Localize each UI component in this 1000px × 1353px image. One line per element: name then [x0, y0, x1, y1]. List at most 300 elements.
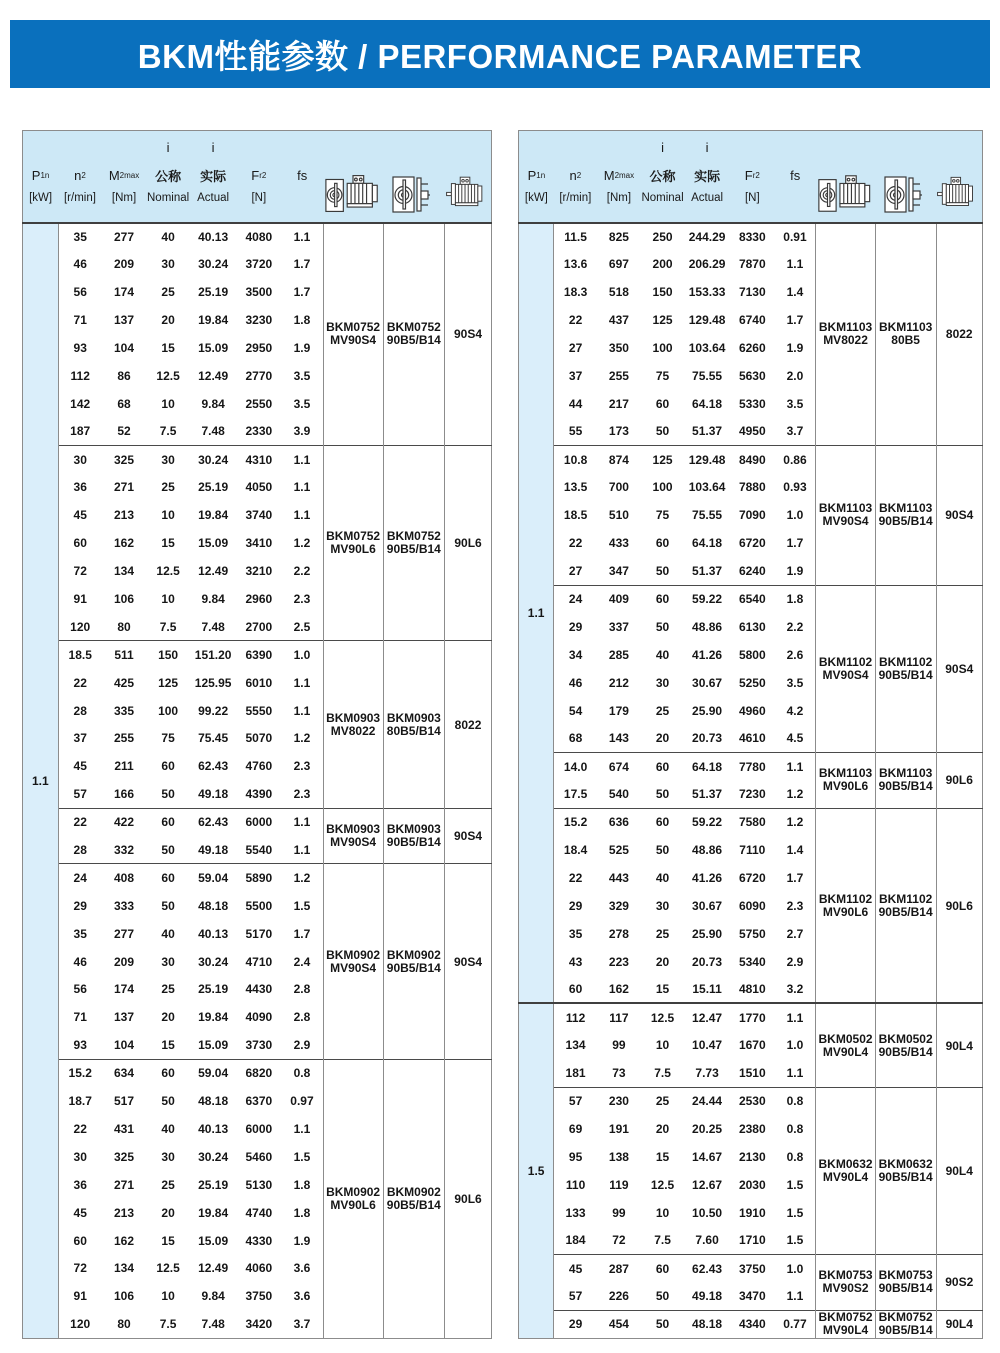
m2max-value: 874: [597, 446, 641, 474]
motor-frame: 90L6: [936, 808, 982, 1003]
i-actual-value: 20.73: [692, 954, 723, 969]
fs-value: 2.5: [293, 619, 311, 634]
i-nominal-value: 7.5: [159, 424, 177, 439]
n2-value: 43: [568, 954, 583, 969]
fs-value: 1.1: [293, 703, 311, 718]
m2max-value: 285: [608, 647, 629, 662]
i-nominal-value: 200: [652, 257, 673, 272]
gearmotor-model: BKM1103 MV8022: [816, 223, 875, 446]
fr2-value: 7780: [730, 752, 775, 780]
fs-value: 1.8: [775, 585, 816, 613]
power-value: 1.1: [23, 223, 59, 1339]
i-nominal-value: 150: [146, 641, 190, 669]
n2-value: 57: [568, 1289, 583, 1304]
i-nominal-value: 15: [161, 341, 175, 355]
i-actual-value: 129.48: [688, 313, 726, 328]
gearbox-flange-model: BKM1102 90B5/B14: [875, 808, 936, 1003]
fs-value: 3.5: [786, 396, 804, 411]
i-actual-value: 153.33: [688, 285, 726, 300]
n2-value: 29: [554, 1310, 597, 1338]
fs-value: 2.2: [786, 619, 804, 634]
gearbox-flange-model: BKM0752 90B5/B14: [383, 223, 444, 446]
i-nominal-value: 250: [641, 223, 684, 251]
m2max-value: 636: [597, 808, 641, 836]
m2max-value: 350: [608, 341, 629, 355]
i-nominal-value: 60: [146, 808, 190, 836]
fs-value: 2.3: [293, 759, 311, 774]
fr2-value: 6720: [738, 870, 766, 885]
fr2-value: 7880: [738, 480, 766, 495]
fs-value: 2.3: [293, 787, 311, 801]
n2-value: 110: [565, 1177, 586, 1192]
table-row: [23, 1059, 492, 1087]
i-nominal-value: 7.5: [654, 1065, 671, 1080]
n2-value: 18.7: [68, 1094, 92, 1109]
fs-value: 1.2: [281, 864, 323, 892]
fs-value: 1.1: [293, 1121, 311, 1136]
fr2-value: 3730: [245, 1038, 273, 1053]
i-actual-value: 30.67: [692, 675, 723, 690]
i-actual-value: 48.18: [198, 898, 229, 913]
gearmotor-model: BKM1103 MV90L6: [816, 752, 875, 808]
n2-value: 37: [73, 731, 87, 746]
m2max-value: 137: [114, 313, 135, 328]
motor-frame: 90L6: [936, 752, 982, 808]
m2max-value: 335: [114, 703, 135, 718]
motor-frame: 90L4: [936, 1003, 982, 1087]
worm-gearmotor-icon: [323, 131, 383, 223]
fs-value: 0.77: [775, 1310, 816, 1338]
i-nominal-value: 10: [655, 1038, 670, 1053]
fr2-value: 5500: [245, 898, 273, 913]
i-actual-value: 12.47: [684, 1003, 730, 1031]
n2-value: 22: [73, 1121, 87, 1136]
n2-value: 22: [568, 313, 583, 328]
n2-value: 56: [73, 285, 87, 300]
i-actual-value: 59.04: [190, 1059, 236, 1087]
fs-value: 1.1: [281, 223, 323, 251]
fs-value: 3.5: [293, 396, 311, 411]
fs-value: 1.8: [293, 1177, 311, 1192]
fs-value: 1.7: [293, 285, 311, 300]
m2max-value: 174: [114, 285, 135, 300]
fs-value: 0.93: [783, 480, 807, 495]
n2-value: 60: [73, 1233, 87, 1248]
i-nominal-value: 30: [161, 954, 175, 969]
i-actual-value: 25.90: [692, 926, 723, 941]
table-row: [519, 446, 983, 474]
i-actual-value: 103.64: [688, 341, 726, 355]
n2-value: 45: [73, 508, 87, 523]
fr2-value: 6370: [245, 1094, 273, 1109]
fs-value: 1.1: [293, 675, 311, 690]
motor-frame: 90S4: [445, 223, 492, 446]
m2max-value: 213: [114, 1205, 135, 1220]
fs-value: 1.9: [293, 341, 311, 355]
gearbox-flange-model: BKM0752 90B5/B14: [875, 1310, 936, 1338]
n2-value: 22: [568, 870, 583, 885]
fr2-value: 2700: [245, 619, 273, 634]
i-actual-value: 64.18: [692, 536, 723, 551]
i-actual-value: 19.84: [198, 313, 229, 328]
i-actual-value: 30.67: [692, 898, 723, 913]
motor-frame: 90S2: [936, 1254, 982, 1310]
fr2-value: 2960: [245, 592, 273, 607]
n2-value: 11.5: [554, 223, 597, 251]
fr2-value: 1910: [738, 1205, 766, 1220]
fs-value: 2.3: [293, 592, 311, 607]
fr2-value: 7110: [739, 843, 766, 858]
i-actual-value: 10.50: [692, 1205, 723, 1220]
m2max-value: 68: [117, 396, 131, 411]
fs-value: 1.9: [786, 563, 804, 578]
i-nominal-value: 60: [641, 585, 684, 613]
fs-value: 2.9: [786, 954, 804, 969]
motor-frame: 8022: [936, 223, 982, 446]
iec-motor-icon: [445, 131, 492, 223]
fr2-value: 7580: [730, 808, 775, 836]
fs-value: 1.2: [293, 731, 311, 746]
i-nominal-value: 40: [161, 1121, 175, 1136]
m2max-value: 174: [114, 982, 135, 997]
i-actual-value: 25.19: [198, 1177, 229, 1192]
i-actual-value: 25.19: [198, 480, 229, 495]
fr2-value: 1710: [738, 1233, 766, 1248]
i-nominal-value: 7.5: [159, 1316, 177, 1331]
n2-value: 120: [70, 619, 91, 634]
i-actual-value: 51.37: [692, 424, 723, 439]
gearmotor-model: BKM0632 MV90L4: [816, 1087, 875, 1254]
gearbox-flange-model: BKM0753 90B5/B14: [875, 1254, 936, 1310]
fr2-value: 7230: [738, 787, 766, 801]
n2-value: 18.5: [563, 508, 588, 523]
m2max-value: 674: [597, 752, 641, 780]
i-actual-value: 48.86: [692, 843, 723, 858]
m2max-value: 99: [612, 1205, 626, 1220]
fs-value: 1.7: [786, 313, 804, 328]
i-nominal-value: 10: [161, 508, 175, 523]
fr2-value: 2330: [245, 424, 273, 439]
i-actual-value: 62.43: [684, 1254, 730, 1282]
i-actual-value: 9.84: [201, 1289, 225, 1304]
i-nominal-value: 75: [161, 731, 175, 746]
n2-value: 35: [73, 926, 87, 941]
fs-value: 0.8: [281, 1059, 323, 1087]
m2max-value: 518: [608, 285, 629, 300]
i-actual-value: 19.84: [198, 1205, 229, 1220]
fr2-value: 4960: [738, 703, 766, 718]
gearmotor-model: BKM0752 MV90L6: [323, 446, 383, 641]
gearbox-flange-model: BKM0752 90B5/B14: [383, 446, 444, 641]
i-actual-value: 7.73: [695, 1065, 719, 1080]
fs-value: 0.86: [775, 446, 816, 474]
fr2-value: 4090: [245, 1010, 273, 1025]
i-nominal-value: 15: [655, 981, 670, 996]
n2-value: 29: [568, 619, 583, 634]
col-header-fs: fs: [281, 131, 323, 223]
m2max-value: 517: [114, 1094, 135, 1109]
m2max-value: 510: [608, 508, 629, 523]
m2max-value: 134: [114, 564, 135, 579]
fs-value: 3.6: [293, 1289, 311, 1304]
i-actual-value: 62.43: [190, 808, 236, 836]
n2-value: 37: [568, 368, 583, 383]
table-row: [519, 223, 983, 251]
i-actual-value: 48.18: [684, 1310, 730, 1338]
performance-table-right-container: [518, 130, 983, 1339]
fs-value: 4.5: [786, 731, 804, 746]
fs-value: 1.0: [775, 1254, 816, 1282]
fs-value: 3.7: [293, 1316, 311, 1331]
fs-value: 2.9: [293, 1038, 311, 1053]
fr2-value: 3230: [245, 313, 273, 328]
n2-value: 95: [568, 1149, 583, 1164]
header-row: [23, 131, 492, 223]
fr2-value: 6130: [738, 619, 766, 634]
n2-value: 34: [568, 647, 583, 662]
i-actual-value: 41.26: [692, 870, 723, 885]
fr2-value: 6000: [236, 808, 281, 836]
i-nominal-value: 20: [161, 1010, 175, 1025]
fr2-value: 2550: [245, 396, 273, 411]
i-actual-value: 12.49: [198, 564, 229, 579]
n2-value: 112: [554, 1003, 597, 1031]
fs-value: 1.4: [786, 285, 804, 300]
i-actual-value: 40.13: [190, 223, 236, 251]
page-title: BKM性能参数 / PERFORMANCE PARAMETER: [137, 37, 863, 75]
col-header-i-actual: i 实际 Actual: [190, 131, 236, 223]
gearbox-flange-model: BKM0502 90B5/B14: [875, 1003, 936, 1087]
n2-value: 56: [73, 982, 87, 997]
m2max-value: 825: [597, 223, 641, 251]
fs-value: 3.5: [293, 368, 311, 383]
col-header-m2max: M 2max [Nm]: [597, 131, 641, 223]
i-nominal-value: 12.5: [641, 1003, 684, 1031]
fs-value: 1.5: [786, 1233, 804, 1248]
fr2-value: 4310: [236, 446, 281, 474]
gearbox-flange-model: BKM1103 90B5/B14: [875, 446, 936, 585]
n2-value: 10.8: [554, 446, 597, 474]
fs-value: 1.0: [786, 508, 804, 523]
m2max-value: 209: [114, 954, 135, 969]
n2-value: 44: [568, 396, 583, 411]
fs-value: 2.6: [786, 647, 804, 662]
motor-frame: 90S4: [936, 446, 982, 585]
fr2-value: 6260: [738, 341, 766, 355]
col-header-n2: n 2 [r/min]: [58, 131, 102, 223]
n2-value: 46: [73, 257, 87, 272]
motor-frame: 90S4: [445, 808, 492, 864]
n2-value: 35: [568, 926, 583, 941]
i-nominal-value: 12.5: [156, 1261, 180, 1276]
performance-table-left-container: [22, 130, 492, 1339]
m2max-value: 443: [608, 870, 629, 885]
m2max-value: 255: [114, 731, 135, 746]
fs-value: 1.5: [786, 1177, 804, 1192]
i-nominal-value: 20: [655, 1121, 670, 1136]
i-nominal-value: 15: [161, 536, 175, 551]
motor-frame: 90L4: [936, 1087, 982, 1254]
gearmotor-model: BKM1103 MV90S4: [816, 446, 875, 585]
i-nominal-value: 50: [655, 424, 670, 439]
fr2-value: 6740: [738, 313, 766, 328]
fr2-value: 5750: [738, 926, 766, 941]
gearbox-flange-model: BKM0902 90B5/B14: [383, 1059, 444, 1338]
i-nominal-value: 50: [655, 1289, 670, 1304]
n2-value: 91: [73, 1289, 87, 1304]
i-nominal-value: 20: [655, 731, 670, 746]
n2-value: 45: [73, 759, 87, 774]
fr2-value: 3410: [245, 536, 273, 551]
fs-value: 1.1: [293, 480, 311, 495]
i-nominal-value: 50: [655, 619, 670, 634]
i-nominal-value: 20: [161, 1205, 175, 1220]
col-header-power: P 1n [kW]: [519, 131, 554, 223]
fr2-value: 1510: [738, 1065, 766, 1080]
i-actual-value: 64.18: [684, 752, 730, 780]
i-nominal-value: 20: [655, 954, 670, 969]
i-actual-value: 12.49: [198, 368, 229, 383]
fs-value: 1.9: [786, 341, 804, 355]
i-nominal-value: 30: [655, 675, 670, 690]
fr2-value: 5460: [245, 1149, 273, 1164]
m2max-value: 162: [114, 1233, 135, 1248]
fs-value: 1.7: [293, 257, 311, 272]
fr2-value: 6720: [738, 536, 766, 551]
i-actual-value: 25.90: [692, 703, 723, 718]
motor-frame: 90L4: [936, 1310, 982, 1338]
m2max-value: 179: [608, 703, 629, 718]
table-row: [519, 752, 983, 780]
i-actual-value: 75.45: [198, 731, 229, 746]
m2max-value: 86: [117, 368, 131, 383]
fs-value: 1.4: [786, 843, 804, 858]
i-actual-value: 48.18: [198, 1094, 229, 1109]
i-actual-value: 7.48: [201, 1316, 225, 1331]
n2-value: 28: [73, 703, 87, 718]
m2max-value: 72: [612, 1233, 626, 1248]
m2max-value: 277: [114, 926, 135, 941]
gearbox-flange-model: BKM1102 90B5/B14: [875, 585, 936, 752]
m2max-value: 287: [597, 1254, 641, 1282]
table-row: [519, 1254, 983, 1282]
i-nominal-value: 30: [161, 1149, 175, 1164]
n2-value: 184: [565, 1233, 586, 1248]
table-row: [519, 1003, 983, 1031]
col-header-i-nominal: i 公称 Nominal: [146, 131, 190, 223]
fs-value: 1.1: [786, 257, 804, 272]
i-nominal-value: 60: [146, 1059, 190, 1087]
fr2-value: 3210: [245, 564, 273, 579]
fr2-value: 4950: [738, 424, 766, 439]
fs-value: 3.5: [786, 675, 804, 690]
gearmotor-model: BKM0752 MV90L4: [816, 1310, 875, 1338]
i-actual-value: 51.37: [692, 787, 723, 801]
m2max-value: 700: [608, 480, 629, 495]
i-nominal-value: 30: [161, 257, 175, 272]
m2max-value: 104: [114, 341, 135, 355]
worm-gearmotor-icon: [816, 131, 875, 223]
fs-value: 2.7: [786, 926, 804, 941]
n2-value: 54: [568, 703, 583, 718]
fs-value: 1.5: [293, 898, 311, 913]
i-actual-value: 15.09: [198, 1038, 229, 1053]
i-nominal-value: 10: [161, 1289, 175, 1304]
performance-table-left: [22, 130, 492, 1339]
fr2-value: 4760: [245, 759, 273, 774]
table-row: [23, 446, 492, 474]
fr2-value: 4080: [236, 223, 281, 251]
fs-value: 1.1: [281, 446, 323, 474]
col-header-fr2: F r2 [N]: [730, 131, 775, 223]
m2max-value: 697: [608, 257, 629, 272]
fs-value: 1.1: [281, 808, 323, 836]
fr2-value: 4050: [245, 480, 273, 495]
fr2-value: 2530: [730, 1087, 775, 1115]
fs-value: 1.1: [293, 508, 311, 523]
i-actual-value: 151.20: [190, 641, 236, 669]
n2-value: 29: [73, 898, 87, 913]
fs-value: 1.1: [775, 752, 816, 780]
table-row: [23, 808, 492, 836]
m2max-value: 337: [608, 619, 629, 634]
fr2-value: 6090: [738, 898, 766, 913]
fr2-value: 8330: [730, 223, 775, 251]
n2-value: 28: [73, 842, 87, 857]
header-row: [519, 131, 983, 223]
fs-value: 1.8: [293, 1205, 311, 1220]
m2max-value: 325: [102, 446, 147, 474]
m2max-value: 409: [597, 585, 641, 613]
m2max-value: 217: [608, 396, 629, 411]
n2-value: 13.5: [563, 480, 588, 495]
n2-value: 22: [568, 536, 583, 551]
i-nominal-value: 100: [652, 341, 673, 355]
fs-value: 1.2: [293, 536, 311, 551]
i-actual-value: 99.22: [198, 703, 229, 718]
fs-value: 0.8: [786, 1149, 804, 1164]
gearbox-flange-model: BKM0903 90B5/B14: [383, 808, 444, 864]
i-nominal-value: 40: [655, 647, 670, 662]
fs-value: 2.8: [293, 982, 311, 997]
i-nominal-value: 15: [161, 1038, 175, 1053]
i-actual-value: 15.09: [198, 536, 229, 551]
motor-frame: 90L6: [445, 446, 492, 641]
fr2-value: 6820: [236, 1059, 281, 1087]
n2-value: 22: [58, 808, 102, 836]
fs-value: 1.1: [775, 1003, 816, 1031]
fr2-value: 4340: [730, 1310, 775, 1338]
i-actual-value: 25.19: [198, 285, 229, 300]
fs-value: 2.3: [786, 898, 804, 913]
n2-value: 24: [554, 585, 597, 613]
fr2-value: 5170: [245, 926, 273, 941]
n2-value: 29: [568, 898, 583, 913]
i-nominal-value: 100: [652, 480, 673, 495]
m2max-value: 230: [597, 1087, 641, 1115]
n2-value: 133: [565, 1205, 586, 1220]
i-nominal-value: 125: [641, 446, 684, 474]
i-nominal-value: 60: [641, 1254, 684, 1282]
worm-gearbox-flange-icon: [383, 131, 444, 223]
n2-value: 57: [73, 787, 87, 801]
fs-value: 1.7: [293, 926, 311, 941]
m2max-value: 173: [608, 424, 629, 439]
fs-value: 0.8: [775, 1087, 816, 1115]
i-nominal-value: 50: [161, 1094, 175, 1109]
fs-value: 1.2: [775, 808, 816, 836]
i-nominal-value: 12.5: [156, 564, 180, 579]
